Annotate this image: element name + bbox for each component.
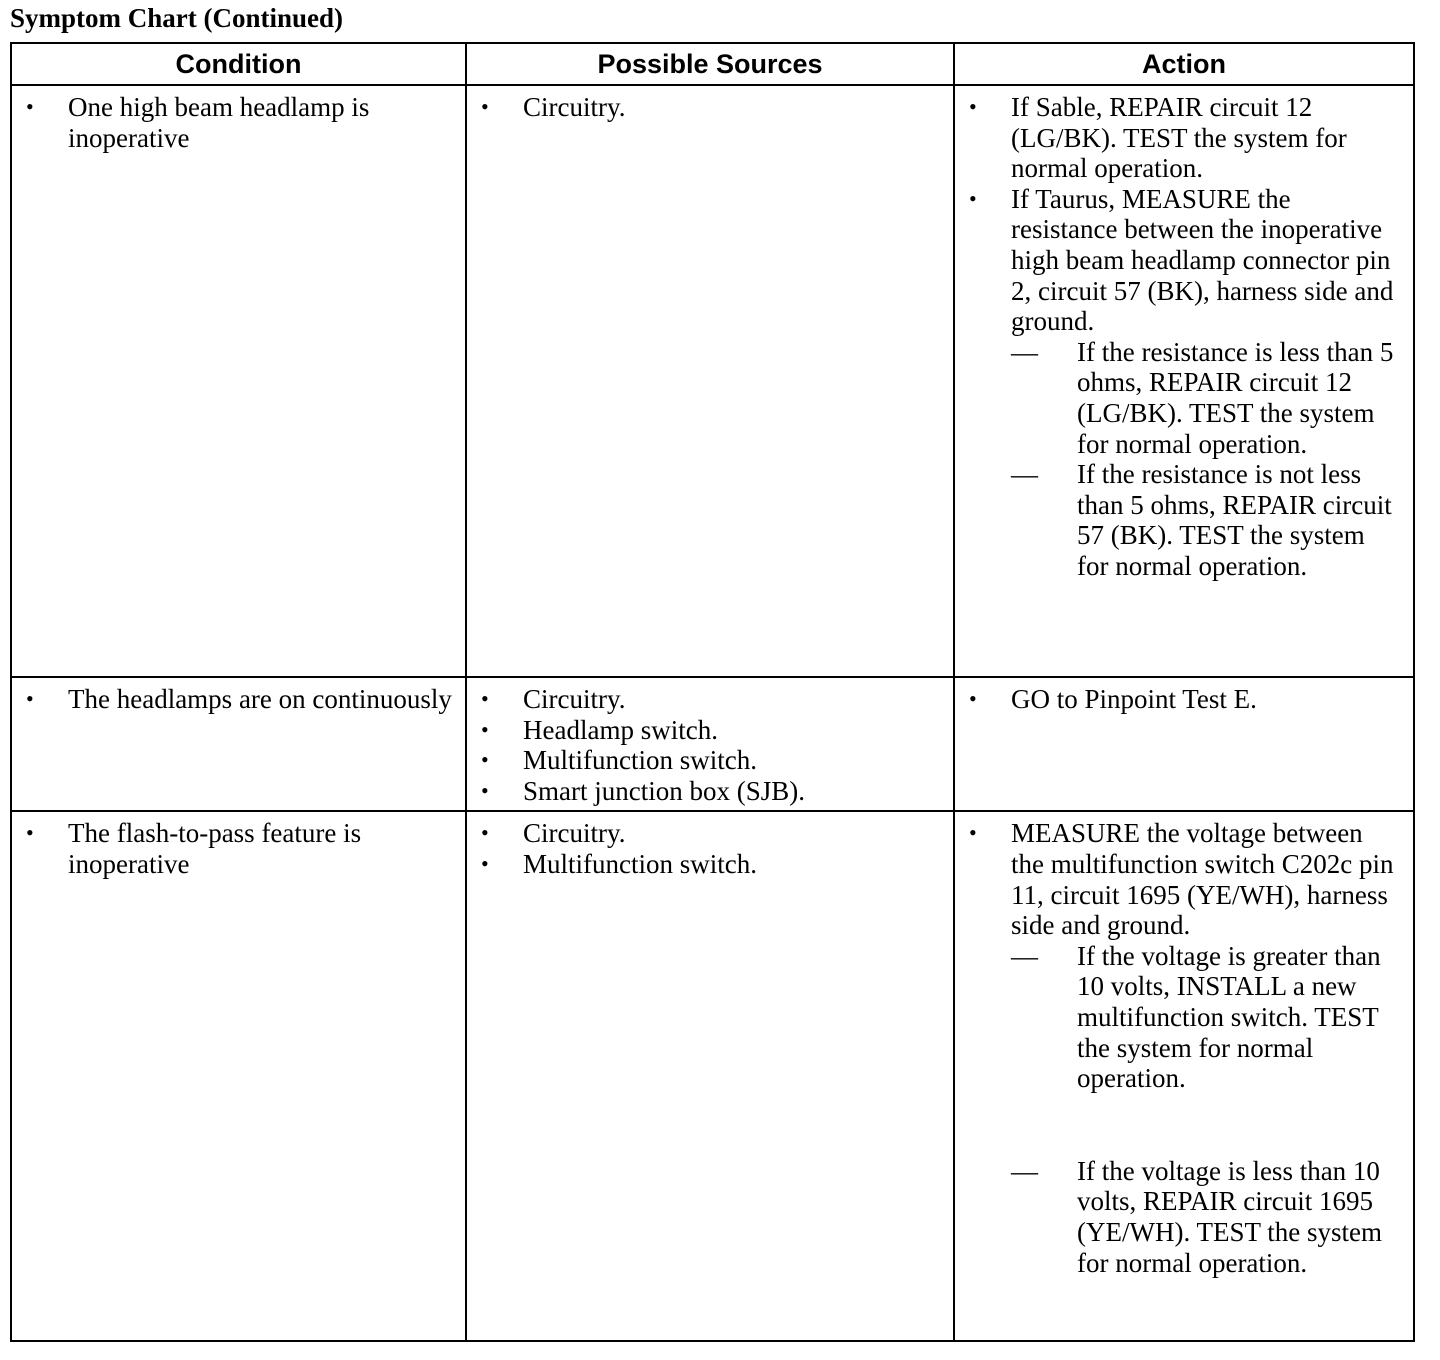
action-cell: [954, 85, 1414, 677]
source-text: Circuitry.: [523, 818, 626, 849]
list-item: [26, 92, 453, 153]
action-text: If Taurus, MEASURE the resistance between the inoperative high beam headlamp connector pin 2, circuit 57 (BK), harness side and ground.: [1011, 183, 1394, 337]
list-item: [481, 745, 941, 776]
bullet-icon: •: [481, 94, 489, 119]
list-item: [481, 776, 941, 807]
condition-text: The flash-to-pass feature is inoperative: [68, 818, 362, 879]
bullet-icon: •: [969, 686, 977, 711]
list-item: [481, 849, 941, 880]
sources-cell: [466, 677, 954, 811]
list-item: [969, 818, 1401, 1278]
condition-cell: [11, 677, 466, 811]
sources-cell: [466, 85, 954, 677]
bullet-icon: •: [969, 820, 977, 846]
list-item: [481, 92, 941, 123]
action-text: MEASURE the voltage between the multifunction switch C202c pin 11, circuit 1695 (YE/WH), harness side and ground.: [1011, 818, 1394, 941]
condition-cell: [11, 811, 466, 1341]
sub-list-item: [1011, 337, 1401, 459]
sources-cell: [466, 811, 954, 1341]
sub-list-item: [1011, 941, 1401, 1094]
action-cell: [954, 677, 1414, 811]
list-item: [969, 184, 1401, 582]
sub-action-text: If the voltage is less than 10 volts, REPAIR circuit 1695 (YE/WH). TEST the system for normal operation.: [1077, 1155, 1382, 1278]
list-item: [481, 818, 941, 849]
bullet-icon: •: [969, 94, 977, 119]
dash-icon: —: [1011, 1155, 1038, 1186]
bullet-icon: •: [969, 185, 977, 211]
list-item: [481, 684, 941, 715]
bullet-icon: •: [481, 747, 489, 773]
header-action: Action: [954, 43, 1414, 85]
action-text: GO to Pinpoint Test E.: [1011, 684, 1257, 714]
condition-cell: [11, 85, 466, 677]
sub-action-text: If the resistance is less than 5 ohms, REPAIR circuit 12 (LG/BK). TEST the system for normal operation.: [1077, 336, 1394, 459]
sub-list-item: [1011, 459, 1401, 581]
symptom-chart-table: [10, 42, 1415, 1342]
bullet-icon: •: [481, 716, 489, 742]
source-text: Headlamp switch.: [523, 714, 718, 745]
table-row: [11, 811, 1414, 1341]
source-text: Smart junction box (SJB).: [523, 775, 805, 806]
source-text: Circuitry.: [523, 92, 626, 122]
condition-text: The headlamps are on continuously: [68, 684, 452, 714]
bullet-icon: •: [481, 686, 489, 711]
bullet-icon: •: [26, 820, 34, 846]
sub-action-text: If the resistance is not less than 5 ohms, REPAIR circuit 57 (BK). TEST the system for normal operation.: [1077, 459, 1392, 581]
list-item: [969, 684, 1401, 715]
table-row: [11, 677, 1414, 811]
source-text: Circuitry.: [523, 684, 626, 714]
bullet-icon: •: [481, 820, 489, 846]
condition-text: One high beam headlamp is inoperative: [68, 92, 370, 153]
action-cell: [954, 811, 1414, 1341]
list-item: [969, 92, 1401, 184]
bullet-icon: •: [481, 850, 489, 876]
source-text: Multifunction switch.: [523, 848, 757, 879]
action-text: If Sable, REPAIR circuit 12 (LG/BK). TEST the system for normal operation.: [1011, 92, 1347, 184]
sub-list-item: [1011, 1156, 1401, 1278]
header-possible-sources: Possible Sources: [466, 43, 954, 85]
dash-icon: —: [1011, 336, 1038, 367]
bullet-icon: •: [26, 686, 34, 711]
bullet-icon: •: [26, 94, 34, 119]
header-row: [11, 43, 1414, 85]
sub-action-text: If the voltage is greater than 10 volts, INSTALL a new multifunction switch. TEST the system for normal operation.: [1077, 940, 1381, 1094]
dash-icon: —: [1011, 940, 1038, 971]
list-item: [26, 818, 453, 879]
bullet-icon: •: [481, 777, 489, 803]
page-title: Symptom Chart (Continued): [10, 3, 344, 33]
header-condition: Condition: [11, 43, 466, 85]
list-item: [26, 684, 453, 715]
list-item: [481, 715, 941, 746]
table-row: [11, 85, 1414, 677]
dash-icon: —: [1011, 459, 1038, 490]
source-text: Multifunction switch.: [523, 745, 757, 776]
